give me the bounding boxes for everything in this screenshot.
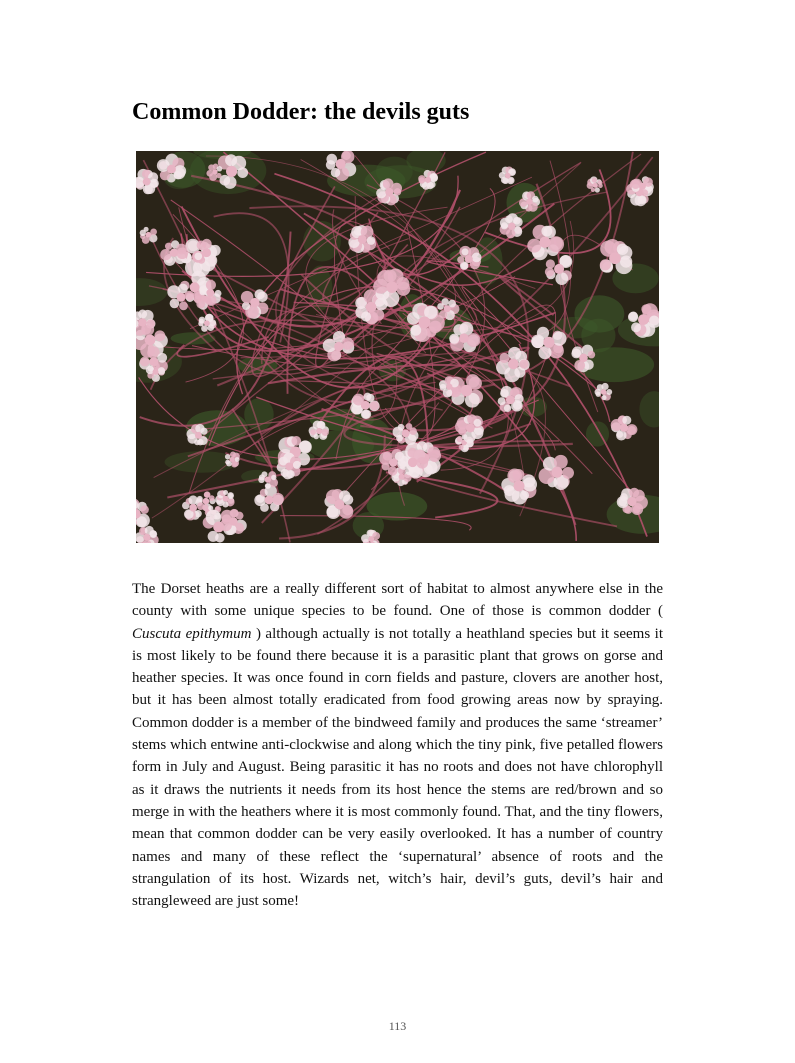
page-number: 113 (388, 1019, 407, 1033)
paragraph-text-end: ) although actually is not totally a heathland species but it seems it is most likely to be found there because it is a parasitic plant that grows on gorse and heather species. It was once found in corn fields and pasture, clovers are another host, but it has been almost totally eradicated from food growing areas now by spraying. Common dodder is a member of the bindweed family and produces the same ‘streamer’ stems which entwine anti-clockwise and along which the tiny pink, five petalled flowers form in July and August. Being parasitic it has no roots and does not have chlorophyll as it draws the nutrients it needs from its host hence the stems are red/brown and so merge in with the heathers where it is most commonly found. That, and the tiny flowers, mean that common dodder can be very easily overlooked. It has a number of country names and many of these reflect the ‘supernatural’ absence of roots and the strangulation of its host. Wizards net, witch’s hair, devil’s guts, devil’s hair and strangleweed are just some! (132, 625, 663, 910)
species-name: Cuscuta epithymum (132, 625, 252, 642)
dodder-photo (136, 151, 659, 543)
paragraph-text-start: The Dorset heaths are a really different sort of habitat to almost anywhere else in the county with some unique species to be found. One of those is common dodder ( (132, 581, 663, 620)
dodder-flowers-image (136, 151, 659, 543)
page-title: Common Dodder: the devils guts (132, 99, 470, 125)
body-paragraph (132, 578, 663, 912)
